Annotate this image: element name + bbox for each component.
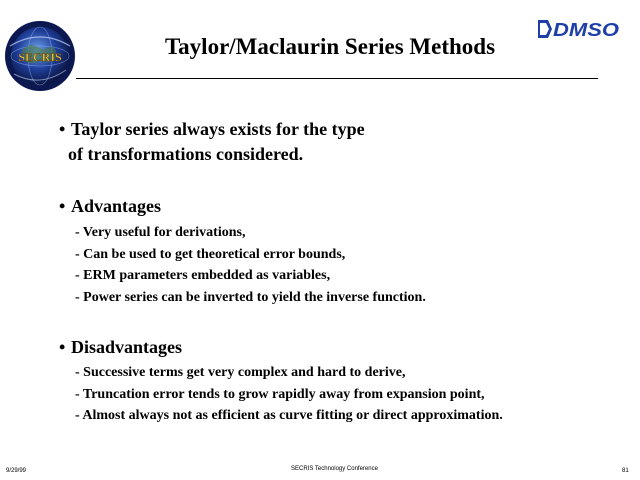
secris-logo-text: SECRIS [18, 50, 62, 64]
bullet-text: Taylor series always exists for the type [71, 119, 365, 139]
footer-date: 9/29/99 [6, 468, 27, 474]
bullet-dot: • [59, 196, 66, 216]
disadvantages-list [75, 362, 503, 427]
bullet-taylor-exists [59, 117, 365, 167]
list-item: - Power series can be inverted to yield the inverse function. [75, 289, 426, 305]
list-item: - Truncation error tends to grow rapidly away from expansion point, [75, 386, 485, 402]
disadvantages-heading: Disadvantages [71, 337, 183, 357]
secris-logo [4, 20, 76, 92]
dmso-logo-text: DMSO [553, 20, 619, 40]
advantages-list [75, 222, 426, 308]
list-item: - Very useful for derivations, [75, 225, 246, 240]
bullet-dot: • [59, 337, 66, 357]
bullet-dot: • [59, 119, 66, 139]
bullet-advantages [59, 194, 161, 219]
slide-title: Taylor/Maclaurin Series Methods [164, 34, 496, 59]
list-item: - Successive terms get very complex and hard to derive, [75, 365, 406, 380]
title-divider [76, 78, 598, 79]
bullet-disadvantages [59, 335, 182, 360]
list-item: - Can be used to get theoretical error bounds, [75, 246, 346, 262]
bullet-text-continued: of transformations considered. [68, 144, 304, 164]
advantages-heading: Advantages [71, 196, 162, 216]
footer-conference: SECRIS Technology Conference [291, 466, 378, 472]
footer-page-number: 81 [622, 468, 629, 474]
list-item: - ERM parameters embedded as variables, [75, 268, 331, 283]
list-item: - Almost always not as efficient as curve fitting or direct approximation. [75, 408, 503, 423]
